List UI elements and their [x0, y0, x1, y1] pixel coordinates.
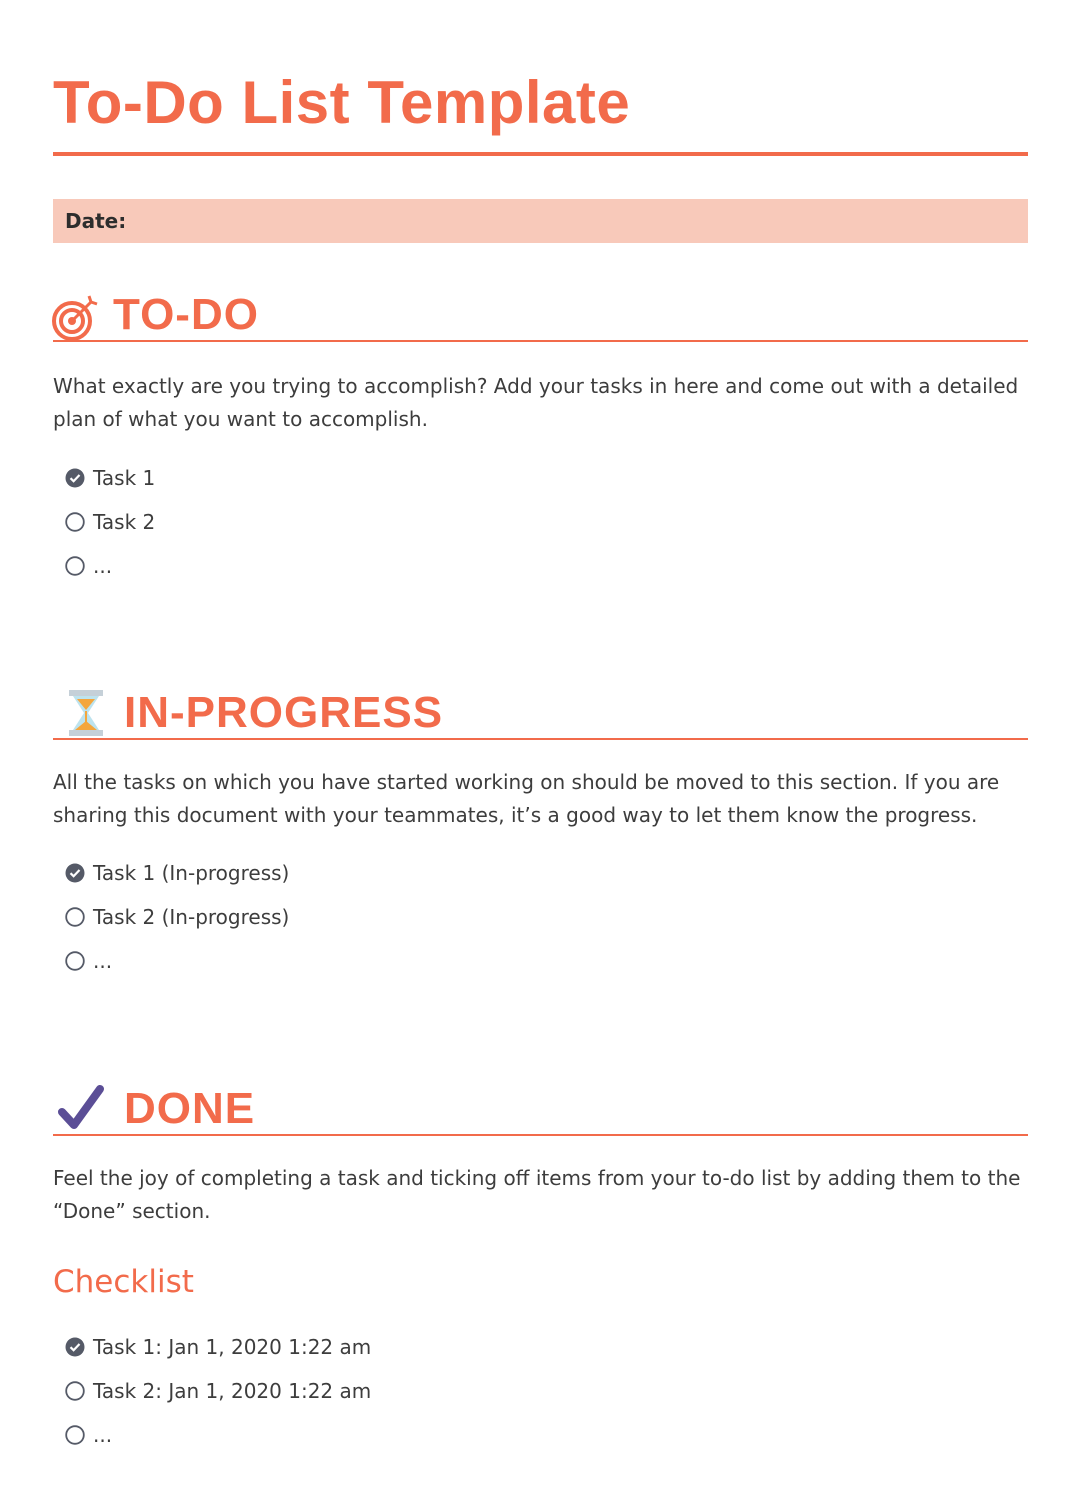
unchecked-checkbox-icon[interactable] [65, 512, 85, 532]
checklist-heading: Checklist [53, 1264, 194, 1300]
section-done [53, 1082, 1028, 1136]
task-label: ... [93, 1423, 113, 1447]
checked-checkbox-icon[interactable] [65, 1337, 85, 1357]
unchecked-checkbox-icon[interactable] [65, 1425, 85, 1445]
task-item[interactable] [65, 939, 289, 983]
section-header [53, 288, 1028, 342]
section-divider [53, 738, 1028, 740]
section-title: IN-PROGRESS [124, 688, 444, 737]
task-label: ... [93, 949, 113, 973]
section-description: What exactly are you trying to accomplish? Add your tasks in here and come out with a detailed plan of what you want to accomplish. [53, 374, 1019, 431]
section-description: All the tasks on which you have started working on should be moved to this section. If you are sharing this document with your teammates, it’s a good way to let them know the progress. [53, 770, 1000, 827]
task-list [65, 1325, 371, 1457]
task-label: Task 1 [93, 466, 156, 490]
task-label: Task 2 [93, 510, 156, 534]
section-divider [53, 340, 1028, 342]
task-label: Task 2 (In-progress) [93, 905, 290, 929]
checked-checkbox-icon[interactable] [65, 468, 85, 488]
target-icon [51, 292, 101, 342]
task-item[interactable] [65, 544, 155, 588]
task-label: Task 2: Jan 1, 2020 1:22 am [93, 1379, 372, 1403]
task-item[interactable] [65, 851, 289, 895]
task-item[interactable] [65, 1413, 371, 1457]
task-item[interactable] [65, 895, 289, 939]
task-item[interactable] [65, 1369, 371, 1413]
section-divider [53, 1134, 1028, 1136]
task-list [65, 851, 289, 983]
section-in-progress [53, 686, 1028, 740]
task-item[interactable] [65, 500, 155, 544]
task-list [65, 456, 155, 588]
unchecked-checkbox-icon[interactable] [65, 1381, 85, 1401]
task-label: Task 1: Jan 1, 2020 1:22 am [93, 1335, 372, 1359]
task-label: Task 1 (In-progress) [93, 861, 290, 885]
section-todo [53, 288, 1028, 342]
section-title: DONE [124, 1084, 256, 1133]
document-title: To-Do List Template [53, 69, 631, 136]
date-label: Date: [65, 209, 127, 233]
date-field[interactable] [53, 199, 1028, 243]
task-item[interactable] [65, 1325, 371, 1369]
unchecked-checkbox-icon[interactable] [65, 951, 85, 971]
unchecked-checkbox-icon[interactable] [65, 556, 85, 576]
section-header [53, 686, 1028, 740]
checked-checkbox-icon[interactable] [65, 863, 85, 883]
section-title: TO-DO [113, 290, 259, 339]
title-divider [53, 152, 1028, 156]
hourglass-icon [61, 688, 111, 738]
section-description: Feel the joy of completing a task and ticking off items from your to-do list by adding them to the “Done” section. [53, 1166, 1021, 1223]
task-label: ... [93, 554, 113, 578]
unchecked-checkbox-icon[interactable] [65, 907, 85, 927]
section-header [53, 1082, 1028, 1136]
task-item[interactable] [65, 456, 155, 500]
checkmark-icon [57, 1084, 107, 1134]
